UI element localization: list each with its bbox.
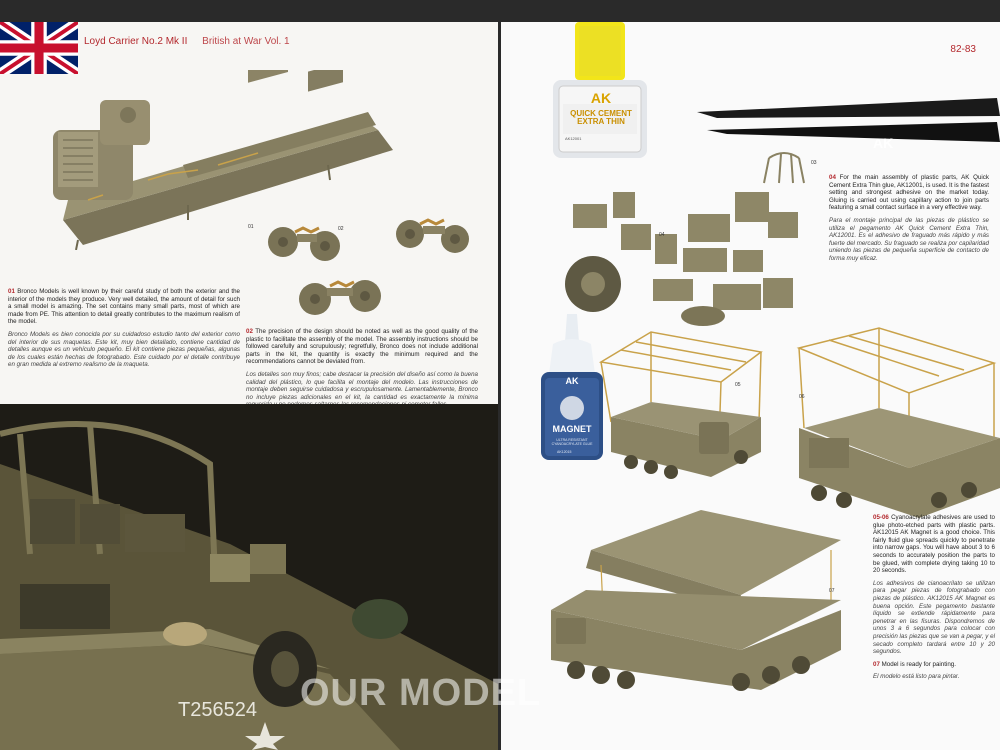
step-number-04: 04 [829, 174, 836, 181]
photo-carrier-frame-front [591, 322, 776, 482]
magnet-code: AK12015 [557, 450, 572, 454]
glue-name-line2: EXTRA THIN [577, 117, 625, 126]
photo-carrier-frame-rear [789, 318, 1000, 518]
text-block-04 [829, 174, 989, 268]
figure-label-04: 04 [659, 232, 665, 238]
text-block-01 [8, 288, 240, 374]
step-number-07: 07 [873, 660, 880, 668]
step-05-english: Cyanoacrylate adhesives are used to glue photo-etched parts with plastic parts. AK12015 AK Magnet is a good choice. This fairly fluid glue spreads quickly to penetrate into narrow gaps. You will have about 3 to 6 seconds to accurately position the parts to be glued, with complete drying taking 10 to 20 seconds. [873, 514, 995, 575]
step-07-spanish: El modelo está listo para pintar. [873, 673, 960, 681]
step-07-english: Model is ready for painting. [881, 660, 956, 668]
step-number-01: 01 [8, 288, 15, 295]
quick-cement-bottle [543, 22, 655, 160]
photo-plastic-parts [563, 184, 803, 332]
photo-suspension-bogies [255, 204, 485, 322]
step-01-english: Bronco Models is well known by their careful study of both the exterior and the interior of the models they produce. Very well detailed, the amount of detail for such a small model is amazing. The set contains many small parts, most of which are made from PE. This attention to detail greatly contributes to the maximum realism of the model. [8, 288, 240, 326]
step-04-english: For the main assembly of plastic parts, AK Quick Cement Extra Thin glue, AK12001, is used. It is the fastest setting and strongest adhesive on the market today. Gluing is carried out using capillary action to join parts featuring a small contact surface in a very effective way. [829, 174, 989, 212]
glue-brand-logo: AK [590, 90, 612, 106]
magnet-product-name: MAGNET [552, 424, 592, 434]
figure-label-01: 01 [248, 224, 254, 230]
photo-carrier-canvas-cover [541, 500, 851, 696]
magnet-subtitle: ULTRA RESISTANT CYANOACRYLATE GLUE [551, 438, 593, 446]
header-title: Loyd Carrier No.2 Mk II [84, 36, 188, 47]
step-01-spanish: Bronco Models es bien conocida por su cuidadoso estudio tanto del exterior como del interior de sus maquetas. Este kit, muy bien detallado, contiene cantidad de detalles aunque es un vehículo pequeño. El kit contiene piezas pequeñas, algunas de los cuales están hechas de fotograbado. Este cuidado por el detalle contribuye en gran medida al extremo realismo de la maqueta. [8, 330, 240, 369]
figure-label-06: 06 [799, 394, 805, 400]
header-series: British at War Vol. 1 [202, 36, 290, 47]
figure-label-03: 03 [811, 160, 817, 166]
figure-label-02: 02 [338, 226, 344, 232]
figure-label-07: 07 [829, 588, 835, 594]
step-number-05: 05-06 [873, 514, 889, 521]
page-numbers: 82-83 [950, 44, 976, 55]
watermark-text: OUR MODEL [300, 672, 542, 714]
union-jack-flag [0, 22, 78, 74]
step-number-02: 02 [246, 328, 253, 335]
magnet-brand-logo: AK [565, 376, 579, 386]
tweezers-photo [697, 98, 1000, 158]
left-page [0, 22, 498, 750]
figure-label-05: 05 [735, 382, 741, 388]
glue-name-line1: QUICK CEMENT [570, 109, 632, 118]
page-header [84, 36, 290, 47]
photo-etched-part [759, 148, 809, 188]
tweezer-brand-logo: AK [873, 135, 894, 151]
text-block-05 [873, 514, 995, 686]
step-02-spanish: Los detalles son muy finos; cabe destacar la precisión del diseño así como la buena calidad del plástico, lo que facilita el montaje del modelo. Las instrucciones de montaje deben seguirse cuidadosa y escrupulosamente. Lamentablemente, Bronco no incluye piezas adicionales en el kit, la cantidad es exactamente la mínima [246, 370, 478, 401]
step-05-spanish: Los adhesivos de cianoacrilato se utilizan para pegar piezas de fotograbado con piezas de plástico. AK12015 AK Magnet es buena opción. Este pegamento bastante líquido se extiende rápidamente para penetrar en las fisuras. Dispondremos de unos 3 a 6 segundos para colocar con precisión las piezas que se van a pegar, y el secado completo tardará entre 10 y 20 segundos. [873, 579, 995, 656]
vehicle-registration-marking: T256524 [178, 699, 257, 721]
step-04-spanish: Para el montaje principal de las piezas de plástico se utiliza el pegamento AK Quick Cement Extra Thin, AK12001. Es el adhesivo de fraguado más rápido y más fuerte del mercado. Su fraguado se realiza por capilaridad uniendo las piezas de pequeña superficie de contacto de forma muy eficaz. [829, 216, 989, 262]
right-page [501, 22, 1000, 750]
step-02-english: The precision of the design should be noted as well as the good quality of the plastic to facilitate the assembly of the model. The assembly instructions should be followed carefully and scrupulously; regretfully, Bronco does not include additional parts in the kit, the quantity is exactly the minimum required and the recommendations cannot be deviated from. [246, 328, 478, 366]
glue-code: AK12001 [565, 136, 582, 141]
